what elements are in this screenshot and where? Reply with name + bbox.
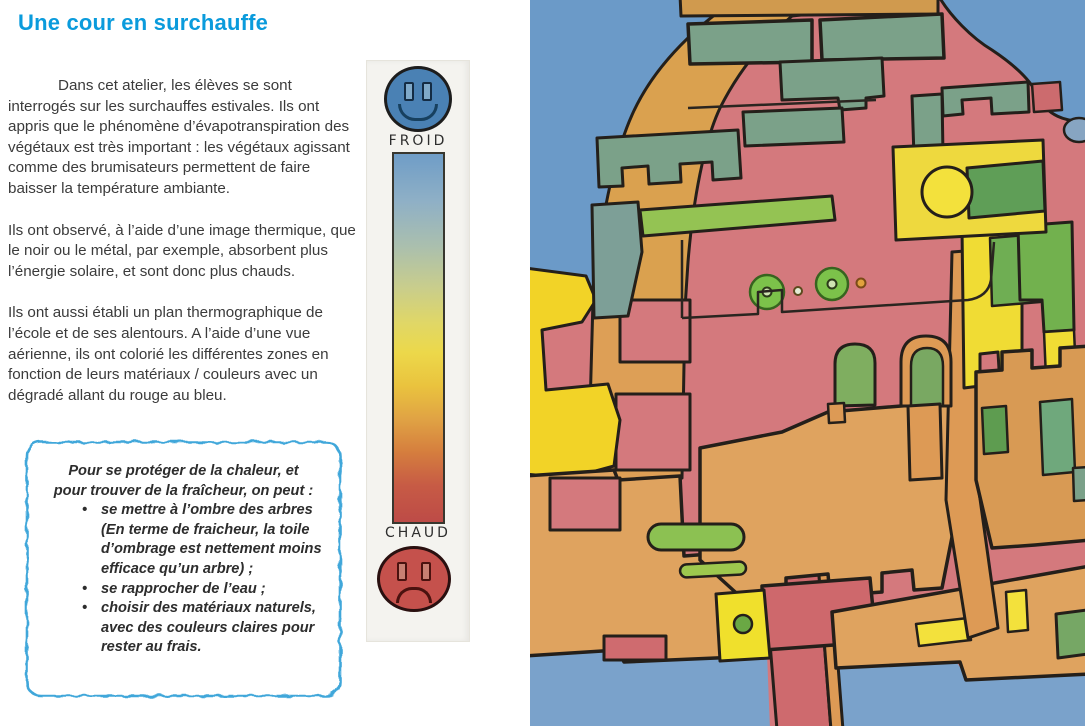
page-title: Une cour en surchauffe — [18, 10, 269, 35]
smile-icon — [398, 104, 438, 121]
list-item — [82, 580, 329, 600]
eye-icon — [397, 562, 407, 581]
eye-icon — [422, 82, 432, 101]
list-item-text: se rapprocher de l’eau ; — [101, 580, 266, 597]
yellow-courtyard — [893, 140, 1046, 240]
hot-sad-face-icon — [377, 546, 451, 612]
cold-smiley-face-icon — [384, 66, 452, 132]
eye-icon — [404, 82, 414, 101]
eye-icon — [421, 562, 431, 581]
temperature-scale-photo — [366, 60, 470, 642]
hot-label: CHAUD — [385, 525, 451, 541]
paragraph-3: Ils ont aussi établi un plan thermographique de l’école et de ses alentours. A l’aide d’une vue aérienne, ils ont colorié les différentes zones en fonction de leurs matériaux / couleurs avec un dégradé allant du rouge au bleu. — [8, 304, 329, 404]
map-svg — [530, 0, 1085, 726]
advice-list — [38, 501, 329, 658]
list-item — [82, 599, 329, 658]
frown-icon — [396, 587, 432, 603]
list-item-text: se mettre à l’ombre des arbres (En terme de fraicheur, la toile d’ombrage est nettement moins efficace qu’un arbre) ; — [101, 502, 322, 577]
advice-text — [22, 437, 345, 658]
bullet-marker: • — [82, 580, 88, 597]
article-body — [8, 76, 356, 427]
advice-callout-box — [22, 437, 345, 701]
list-item — [82, 501, 329, 579]
callout-intro — [42, 462, 325, 501]
bullet-marker: • — [82, 600, 88, 617]
paragraph-2: Ils ont observé, à l’aide d’une image thermique, que le noir ou le métal, par exemple, absorbent plus l’énergie solaire, et sont donc plus chauds. — [8, 221, 356, 280]
cold-label: FROID — [388, 133, 448, 149]
callout-intro-line2: pour trouver de la fraîcheur, on peut : — [53, 482, 314, 499]
list-item-text: choisir des matériaux naturels, avec des couleurs claires pour rester au frais. — [101, 600, 316, 656]
bullet-marker: • — [82, 502, 88, 519]
temperature-gradient-strip — [392, 152, 445, 524]
thermographic-map-drawing — [530, 0, 1085, 726]
callout-intro-line1: Pour se protéger de la chaleur, et — [68, 463, 299, 479]
paragraph-1: Dans cet atelier, les élèves se sont interrogés sur les surchauffes estivales. Ils ont appris que le phénomène d’évapotranspiration des végétaux est très important : les végétaux agissant comme des brumisateurs permettent de faire baisser la température ambiante. — [8, 77, 350, 197]
